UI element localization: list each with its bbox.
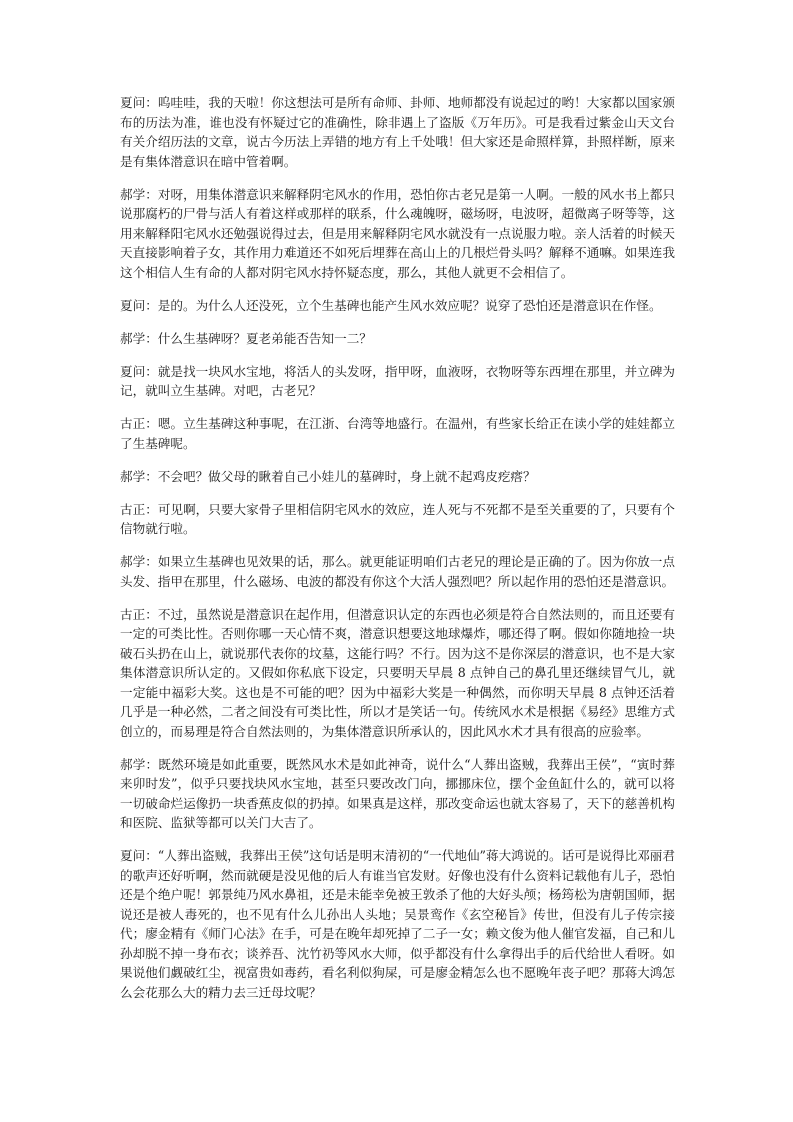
- paragraph-hao-proof: 郝学：如果立生基碑也见效果的话，那么。就更能证明咱们古老兄的理论是正确的了。因为你放一点头发、指甲在那里，什么磁场、电波的都没有你这个大活人强烈吧？所以起作用的恐怕还是潜意识。: [120, 554, 675, 589]
- paragraph-gu-belief: 古正：可见啊，只要大家骨子里相信阴宅风水的效应，连人死与不死都不是至关重要的了，只要有个信物就行啦。: [120, 501, 675, 536]
- paragraph-hao-goosebumps: 郝学：不会吧？做父母的瞅着自己小娃儿的墓碑时，身上就不起鸡皮疙瘩？: [120, 468, 536, 484]
- document-page: [120, 93, 675, 1016]
- paragraph-hao-question: 郝学：什么生基碑呀？夏老弟能否告知一二？: [120, 330, 372, 346]
- paragraph-gu-wenzhou: 古正：嗯。立生基碑这种事呢，在江浙、台湾等地盛行。在温州，有些家长给正在读小学的娃娃都立了生基碑呢。: [120, 416, 675, 451]
- paragraph-xia-calendar: 夏问：呜哇哇，我的天啦！你这想法可是所有命师、卦师、地师都没有说起过的哟！大家都以国家颁布的历法为准，谁也没有怀疑过它的准确性，除非遇上了盗版《万年历》。可是我看过紫金山天文台有关介绍历法的文章，说古今历法上弄错的地方有上千处哦！但大家还是命照样算，卦照样断，原来是有集体潜意识在暗中管着啊。: [120, 95, 675, 169]
- paragraph-hao-environment: 郝学：既然环境是如此重要，既然风水术是如此神奇，说什么“人葬出盗贼，我葬出王侯”，“寅时葬来卯时发”，似乎只要找块风水宝地，甚至只要改改门向，挪挪床位，摆个金鱼缸什么的，就可以将一切破命烂运像扔一块香蕉皮似的扔掉。如果真是这样，那改变命运也就太容易了，天下的慈善机构和医院、监狱等都可以关门大吉了。: [120, 756, 675, 830]
- paragraph-xia-living-stele: 夏问：是的。为什么人还没死，立个生基碑也能产生风水效应呢？说穿了恐怕还是潜意识在作怪。: [120, 297, 662, 313]
- paragraph-xia-explain-stele: 夏问：就是找一块风水宝地，将活人的头发呀，指甲呀，血液呀，衣物呀等东西埋在那里，并立碑为记，就叫立生基碑。对吧，古老兄？: [120, 363, 675, 398]
- paragraph-gu-natural-law: 古正：不过，虽然说是潜意识在起作用，但潜意识认定的东西也必须是符合自然法则的，而且还要有一定的可类比性。否则你哪一天心情不爽，潜意识想要这地球爆炸，哪还得了啊。假如你随地捡一块破石头扔在山上，就说那代表你的坟墓，这能行吗？不行。因为这不是你深层的潜意识，也不是大家集体潜意识所认定的。又假如你私底下设定，只要明天早晨 8 点钟自己的鼻孔里还继续冒气儿，就一定能中福彩大奖。这也是不可能的吧？因为中福彩大奖是一种偶然，而你明天早晨 8 点钟还活着几乎是一种必然，二者之间没有可类比性，所以才是笑话一句。传统风水术是根据《易经》思维方式创立的，而易理是符合自然法则的，为集体潜意识所承认的，因此风水术才具有很高的应验率。: [120, 606, 675, 739]
- paragraph-xia-masters: 夏问：“人葬出盗贼，我葬出王侯”这句话是明末清初的“一代地仙”蒋大鸿说的。话可是说得比邓丽君的歌声还好听啊，然而就硬是没见他的后人有谁当官发财。好像也没有什么资料记载他有儿子，恐怕还是个绝户呢！郭景纯乃风水鼻祖，还是未能幸免被王敦杀了他的大好头颅；杨筠松为唐朝国师，据说还是被人毒死的，也不见有什么儿孙出人头地；吴景鸾作《玄空秘旨》传世，但没有儿子传宗接代；廖金精有《师门心法》在手，可是在晚年却死掉了二子一女；赖文俊为他人催官发福，自己和儿孙却脱不掉一身布衣；谈养吾、沈竹礽等风水大师，似乎都没有什么拿得出手的后代给世人看呀。如果说他们觑破红尘，视富贵如毒药，看名利似狗屎，可是廖金精怎么也不愿晚年丧子吧？那蒋大鸿怎么会花那么大的精力去三迁母坟呢？: [120, 848, 675, 1000]
- paragraph-hao-collective-subconscious: 郝学：对呀，用集体潜意识来解释阴宅风水的作用，恐怕你古老兄是第一人啊。一般的风水书上都只说那腐朽的尸骨与活人有着这样或那样的联系，什么魂魄呀，磁场呀，电波呀，超微离子呀等等，这用来解释阳宅风水还勉强说得过去，但是用来解释阴宅风水就没有一点说服力啦。亲人活着的时候天天直接影响着子女，其作用力难道还不如死后埋葬在高山上的几根烂骨头吗？解释不通嘛。如果连我这个相信人生有命的人都对阴宅风水持怀疑态度，那么，其他人就更不会相信了。: [120, 186, 675, 280]
